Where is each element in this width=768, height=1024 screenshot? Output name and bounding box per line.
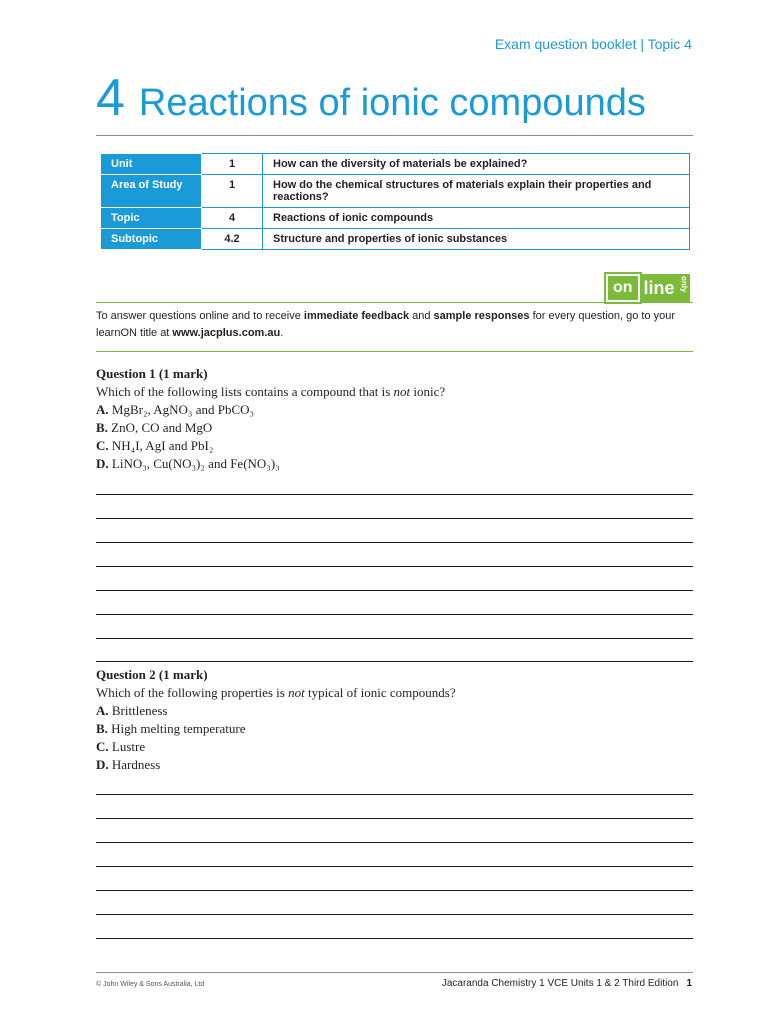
row-label: Topic bbox=[101, 208, 202, 229]
answer-line[interactable] bbox=[96, 518, 693, 519]
footer-divider bbox=[96, 972, 693, 973]
intro-text: and bbox=[409, 310, 434, 322]
copyright-notice: © John Wiley & Sons Australia, Ltd bbox=[96, 981, 205, 988]
row-description: Reactions of ionic compounds bbox=[263, 208, 690, 229]
row-number: 1 bbox=[202, 175, 263, 208]
question-stem bbox=[96, 684, 456, 702]
row-number: 4.2 bbox=[202, 229, 263, 250]
option-letter: B. bbox=[96, 420, 108, 435]
row-number: 1 bbox=[202, 154, 263, 175]
answer-line[interactable] bbox=[96, 866, 693, 867]
book-title: Jacaranda Chemistry 1 VCE Units 1 & 2 Third Edition bbox=[441, 978, 679, 989]
online-only-badge bbox=[606, 274, 692, 302]
option-c bbox=[96, 437, 445, 455]
option-b bbox=[96, 419, 445, 437]
answer-line[interactable] bbox=[96, 890, 693, 891]
option-letter: D. bbox=[96, 757, 109, 772]
answer-line[interactable] bbox=[96, 661, 693, 662]
question-1 bbox=[96, 365, 445, 473]
answer-line[interactable] bbox=[96, 614, 693, 615]
intro-bottom-divider bbox=[96, 351, 693, 352]
question-2 bbox=[96, 666, 456, 774]
badge-only: only bbox=[679, 274, 690, 302]
topic-number: 4 bbox=[96, 69, 125, 127]
page-number: 1 bbox=[686, 978, 692, 989]
jacplus-link[interactable]: www.jacplus.com.au bbox=[172, 327, 281, 339]
intro-text: for every question, go to your learnON title at bbox=[96, 310, 676, 339]
stem-text: ionic? bbox=[410, 384, 446, 399]
option-d bbox=[96, 455, 445, 473]
option-d bbox=[96, 756, 456, 774]
option-letter: C. bbox=[96, 438, 109, 453]
table-row bbox=[101, 154, 690, 175]
footer-book-info bbox=[442, 978, 692, 989]
stem-emphasis: not bbox=[288, 685, 305, 700]
option-letter: A. bbox=[96, 402, 109, 417]
topic-title: Reactions of ionic compounds bbox=[138, 82, 646, 124]
row-description: How can the diversity of materials be explained? bbox=[263, 154, 690, 175]
row-description: How do the chemical structures of materials explain their properties and reactions? bbox=[263, 175, 690, 208]
row-number: 4 bbox=[202, 208, 263, 229]
intro-text: . bbox=[280, 327, 284, 339]
row-description: Structure and properties of ionic substances bbox=[263, 229, 690, 250]
table-row bbox=[101, 229, 690, 250]
answer-line[interactable] bbox=[96, 938, 693, 939]
page-title bbox=[96, 69, 646, 127]
option-a bbox=[96, 702, 456, 720]
row-label: Area of Study bbox=[101, 175, 202, 208]
option-letter: C. bbox=[96, 739, 109, 754]
stem-emphasis: not bbox=[393, 384, 411, 399]
answer-line[interactable] bbox=[96, 590, 693, 591]
answer-line[interactable] bbox=[96, 494, 693, 495]
intro-emphasis: immediate feedback bbox=[303, 310, 410, 322]
option-a bbox=[96, 401, 445, 419]
answer-line[interactable] bbox=[96, 818, 693, 819]
option-letter: A. bbox=[96, 703, 109, 718]
topic-info-table bbox=[100, 153, 690, 250]
stem-text: Which of the following lists contains a compound that is bbox=[96, 384, 394, 399]
option-b bbox=[96, 720, 456, 738]
answer-line[interactable] bbox=[96, 914, 693, 915]
option-text: Brittleness bbox=[111, 703, 168, 718]
option-c bbox=[96, 738, 456, 756]
row-label: Subtopic bbox=[101, 229, 202, 250]
row-label: Unit bbox=[101, 154, 202, 175]
answer-line[interactable] bbox=[96, 842, 693, 843]
option-text: ZnO, CO and MgO bbox=[111, 420, 213, 435]
option-text: MgBr₂, AgNO₃ and PbCO₃ bbox=[111, 402, 255, 417]
answer-line[interactable] bbox=[96, 638, 693, 639]
question-heading: Question 1 (1 mark) bbox=[96, 366, 208, 381]
question-stem bbox=[96, 383, 445, 401]
booklet-header: Exam question booklet | Topic 4 bbox=[494, 36, 692, 52]
online-intro-text bbox=[96, 308, 696, 342]
intro-emphasis: sample responses bbox=[433, 310, 530, 322]
stem-text: Which of the following properties is bbox=[96, 685, 289, 700]
answer-line[interactable] bbox=[96, 794, 693, 795]
badge-on: on bbox=[606, 274, 640, 302]
option-letter: B. bbox=[96, 721, 108, 736]
option-text: Hardness bbox=[111, 757, 161, 772]
table-row bbox=[101, 175, 690, 208]
answer-line[interactable] bbox=[96, 542, 693, 543]
option-letter: D. bbox=[96, 456, 109, 471]
option-text: NH₄I, AgI and PbI₂ bbox=[111, 438, 214, 453]
answer-line[interactable] bbox=[96, 566, 693, 567]
badge-line: line bbox=[640, 274, 679, 302]
option-text: LiNO₃, Cu(NO₃)₂ and Fe(NO₃)₃ bbox=[111, 456, 280, 471]
option-text: High melting temperature bbox=[111, 721, 246, 736]
question-heading: Question 2 (1 mark) bbox=[96, 667, 208, 682]
title-divider bbox=[96, 135, 693, 136]
intro-top-divider bbox=[96, 302, 693, 303]
table-row bbox=[101, 208, 690, 229]
intro-text: To answer questions online and to receive bbox=[96, 310, 304, 322]
stem-text: typical of ionic compounds? bbox=[304, 685, 456, 700]
option-text: Lustre bbox=[111, 739, 146, 754]
